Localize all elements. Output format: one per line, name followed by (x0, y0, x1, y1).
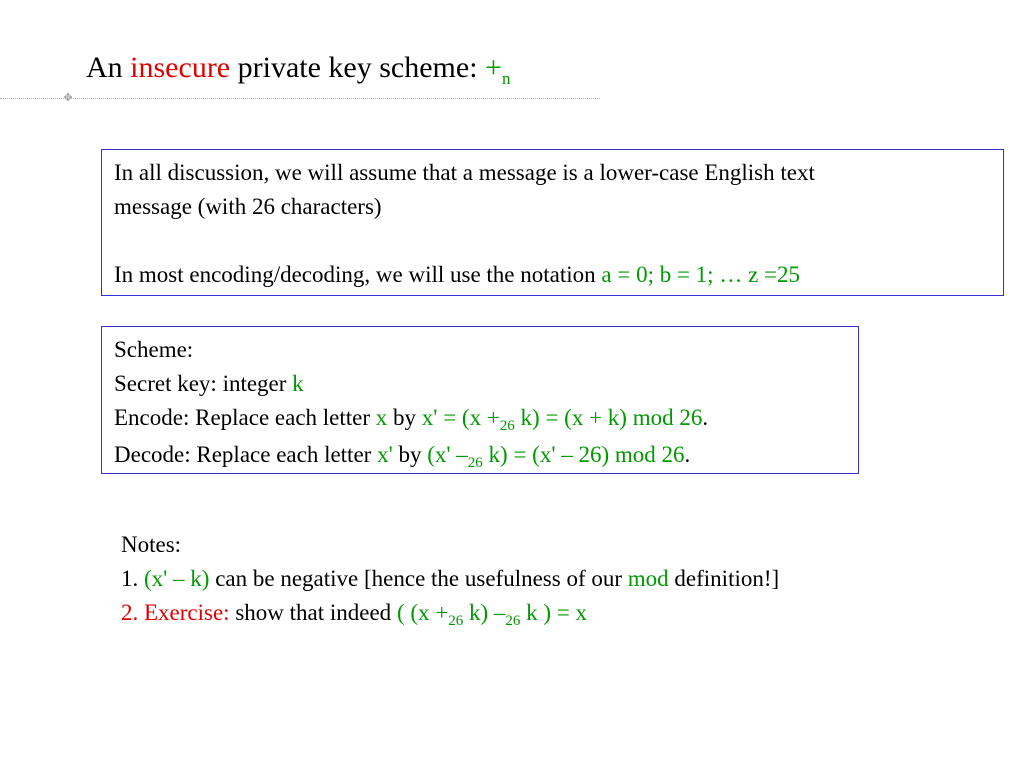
decode-line (114, 438, 858, 475)
decode-by: by (392, 442, 428, 467)
encode-subscript: 26 (499, 418, 515, 434)
scheme-box (101, 326, 859, 474)
notation-values: a = 0; b = 1; … z =25 (601, 262, 801, 287)
encode-by: by (387, 405, 422, 430)
divider-ornament-icon: ✥ (63, 92, 73, 104)
note-1 (121, 562, 779, 596)
spacer (114, 224, 1003, 258)
note-2-formula-part2: k) – (463, 600, 506, 625)
note-1-expression: (x' – k) (144, 566, 210, 591)
note-2-subscript-1: 26 (448, 613, 464, 629)
title-highlight: insecure (130, 51, 231, 84)
assumption-line-2: message (with 26 characters) (114, 194, 382, 219)
encode-formula (421, 405, 703, 434)
decode-var: x' (377, 442, 393, 467)
note-2 (121, 596, 779, 633)
title-divider (0, 98, 600, 99)
secret-key-label: Secret key: integer (114, 371, 293, 396)
note-2-formula-part1: ( (x + (396, 600, 449, 625)
encode-period: . (702, 405, 709, 430)
slide-title (86, 50, 510, 90)
decode-formula-part1: (x' – (427, 442, 468, 467)
note-1-number: 1. (121, 566, 144, 591)
notes-heading: Notes: (121, 532, 182, 557)
note-2-formula-part3: k ) = x (520, 600, 588, 625)
decode-period: . (684, 442, 691, 467)
encode-formula-part1: x' = (x + (421, 405, 500, 430)
note-1-mod: mod (627, 566, 669, 591)
title-prefix: An (86, 51, 131, 84)
title-symbol (485, 51, 511, 88)
note-2-subscript-2: 26 (505, 613, 521, 629)
notation-line (114, 258, 1003, 292)
secret-key-var: k (292, 371, 304, 396)
note-2-formula (396, 600, 588, 629)
note-2-label: 2. Exercise: (121, 600, 230, 625)
assumptions-box (101, 149, 1004, 296)
encode-formula-part2: k) = (x + k) mod 26 (514, 405, 703, 430)
note-2-text: show that indeed (229, 600, 397, 625)
decode-formula (427, 442, 685, 471)
decode-formula-part2: k) = (x' – 26) mod 26 (482, 442, 685, 467)
note-1-text: can be negative [hence the usefulness of our (209, 566, 628, 591)
notes-section (121, 528, 779, 633)
encode-line (114, 401, 858, 438)
secret-key-line (114, 367, 858, 401)
note-1-end: definition!] (668, 566, 780, 591)
scheme-heading: Scheme: (114, 337, 194, 362)
title-plus: + (485, 51, 502, 84)
decode-label: Decode: Replace each letter (114, 442, 378, 467)
assumption-line-1: In all discussion, we will assume that a message is a lower-case English text (114, 160, 815, 185)
title-subscript: n (501, 69, 511, 88)
encode-var: x (375, 405, 388, 430)
notation-text: In most encoding/decoding, we will use the notation (114, 262, 602, 287)
decode-subscript: 26 (467, 455, 483, 471)
title-rest: private key scheme: (230, 51, 486, 84)
encode-label: Encode: Replace each letter (114, 405, 376, 430)
